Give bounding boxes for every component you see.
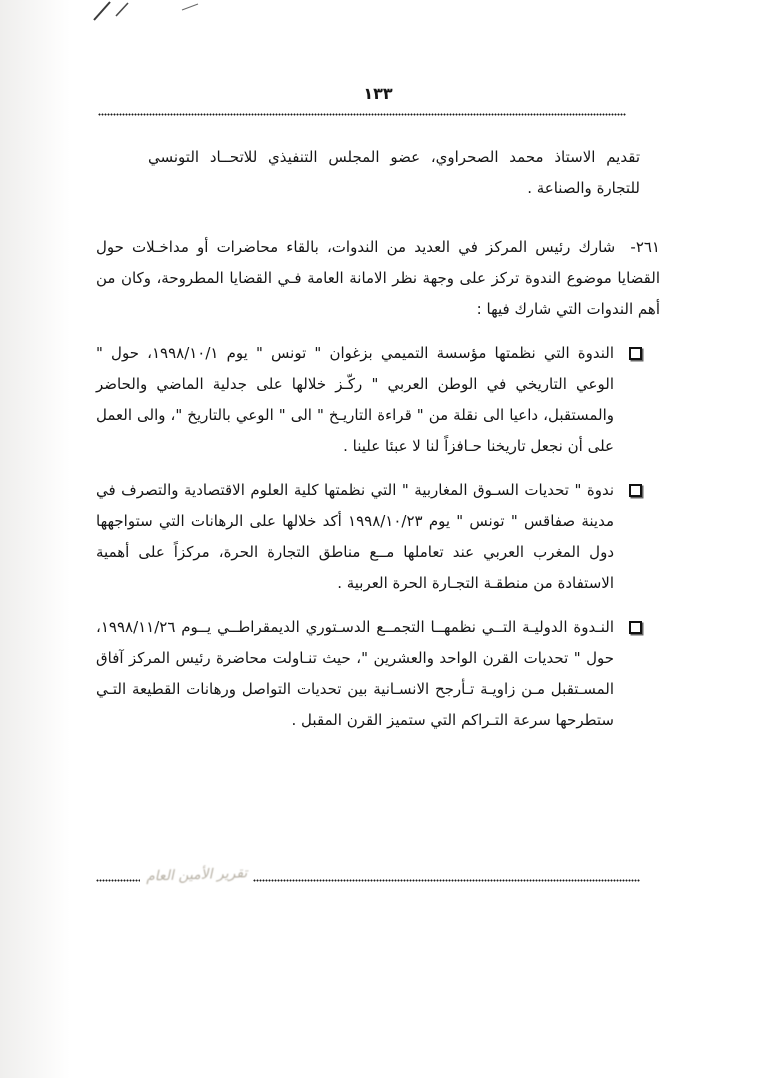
bullet-text: ندوة " تحديات السـوق المغاربية " التي نظمتها كلية العلوم الاقتصادية والتصرف في مدينة صفاقس " تونس " يوم ١٩٩٨/١٠/٢٣ أكد خلالها على الرهانات التي ستواجهها دول المغرب العربي عند تعاملها مــع مناطق التجارة الحرة، مركزاً على أهمية الاستفادة من منطقـة التجـارة الحرة العربية . [96, 481, 615, 592]
square-bullet-icon [629, 621, 642, 634]
footer-divider-segment [253, 879, 640, 882]
square-bullet-icon [629, 484, 642, 497]
intro-paragraph: تقديم الاستاذ محمد الصحراوي، عضو المجلس التنفيذي للاتحــاد التونسي للتجارة والصناعة . [148, 148, 640, 197]
seminar-list [96, 338, 660, 736]
footer-divider-row [96, 865, 640, 888]
scan-edge-shading [0, 0, 70, 1078]
bullet-text: الندوة التي نظمتها مؤسسة التميمي بزغوان " تونس " يوم ١٩٩٨/١٠/١، حول " الوعي التاريخي في الوطن العربي " ركّـز خلالها على جدلية الماضي والحاضر والمستقبل، داعيا الى نقلة من " قراءة التاريـخ " الى " الوعي بالتاريخ "، والى العمل على أن نجعل تاريخنا حـافزاً لنا لا عبئا علينا . [96, 344, 614, 455]
top-divider [98, 113, 626, 116]
page-number: ١٣٣ [363, 84, 393, 103]
item-261-paragraph [96, 232, 660, 325]
page-content [96, 0, 660, 736]
list-item [96, 338, 660, 462]
handwritten-note: تقرير الأمين العام [145, 865, 248, 885]
list-item [96, 612, 660, 736]
bullet-text: النـدوة الدوليـة التــي نظمهــا التجمــع الدسـتوري الديمقراطــي يــوم ١٩٩٨/١١/٢٦، حول " تحديات القرن الواحد والعشرين "، حيث تنـاولت محاضرة رئيس المركز آفاق المسـتقبل مـن زاويـة تـأرجح الانسـانية بين تحديات التواصل ورهانات القطيعة التـي ستطرحها سرعة التـراكم التي ستميز القرن المقبل . [96, 618, 614, 729]
item-number: ٢٦١- [630, 238, 660, 256]
item-text: شارك رئيس المركز في العديد من الندوات، بالقاء محاضرات أو مداخـلات حول القضايا موضوع الندوة تركز على وجهة نظر الامانة العامة فـي القضايا المطروحة، وكان من أهم الندوات التي شارك فيها : [96, 238, 660, 318]
square-bullet-icon [629, 347, 642, 360]
footer-divider-segment [96, 879, 140, 882]
list-item [96, 475, 660, 599]
